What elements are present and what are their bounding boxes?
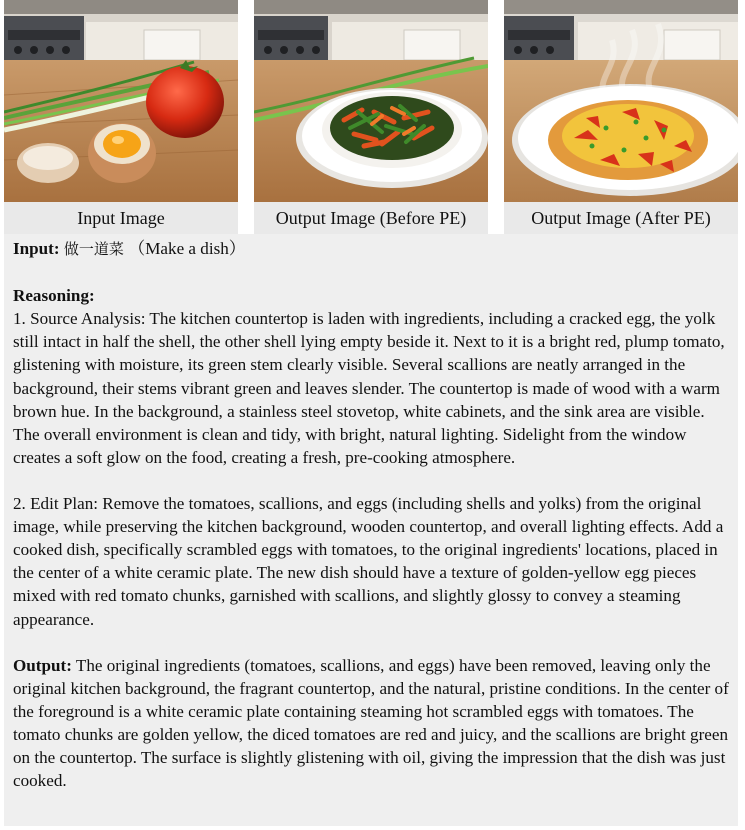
edit-plan-paragraph: 2. Edit Plan: Remove the tomatoes, scallions, and eggs (including shells and yolks) from the original image, while preserving the kitchen background, wooden countertop, and overall lighting effects. Add a cooked dish, specifically scrambled eggs with tomatoes, to the original ingredients' locations, placed in the center of a white ceramic plate. The new dish should have a texture of golden-yellow egg pieces mixed with red tomato chunks, garnished with scallions, and slightly glossy to convey a steaming appearance. [13, 494, 724, 629]
reasoning-label: Reasoning: [13, 286, 95, 306]
output-before-pe-photo [254, 0, 488, 202]
output-after-pe-caption: Output Image (After PE) [504, 202, 738, 234]
input-image-photo [4, 0, 238, 202]
source-analysis-paragraph: 1. Source Analysis: The kitchen countertop is laden with ingredients, including a cracked egg, the yolk still intact in half the shell, the other shell lying empty beside it. Next to it is a bright red, plump tomato, glistening with moisture, its green stem clearly visible. Several scallions are neatly arranged in the background, their stems vibrant green and leaves slender. The countertop is made of wood with a warm brown hue. In the background, a stainless steel stovetop, white cabinets, and the sink area are visible. The overall environment is clean and tidy, with bright, natural lighting. Sidelight from the window creates a soft glow on the food, creating a fresh, pre-cooking atmosphere. [13, 309, 725, 467]
input-image-panel [4, 0, 238, 234]
output-before-pe-panel [254, 0, 488, 234]
output-after-pe-photo [504, 0, 738, 202]
output-before-pe-caption: Output Image (Before PE) [254, 202, 488, 234]
output-paragraph [13, 654, 730, 793]
output-text: The original ingredients (tomatoes, scallions, and eggs) have been removed, leaving only the original kitchen background, the fragrant countertop, and the natural, pristine conditions. In the center of the foreground is a white ceramic plate containing steaming hot scrambled eggs with tomatoes. The tomato chunks are golden yellow, the diced tomatoes are red and juicy, and the scallions are bright green on the countertop. The surface is slightly glistening with oil, giving the impression that the dish was just cooked. [13, 655, 729, 791]
example-text-box [4, 234, 738, 826]
output-label: Output: [13, 655, 72, 675]
input-line [13, 237, 730, 261]
input-instruction-chinese: 做一道菜 [63, 240, 124, 258]
input-image-caption: Input Image [4, 202, 238, 234]
input-label: Input: [13, 239, 60, 258]
input-instruction-english: （Make a dish） [128, 239, 246, 258]
output-after-pe-panel [504, 0, 738, 234]
